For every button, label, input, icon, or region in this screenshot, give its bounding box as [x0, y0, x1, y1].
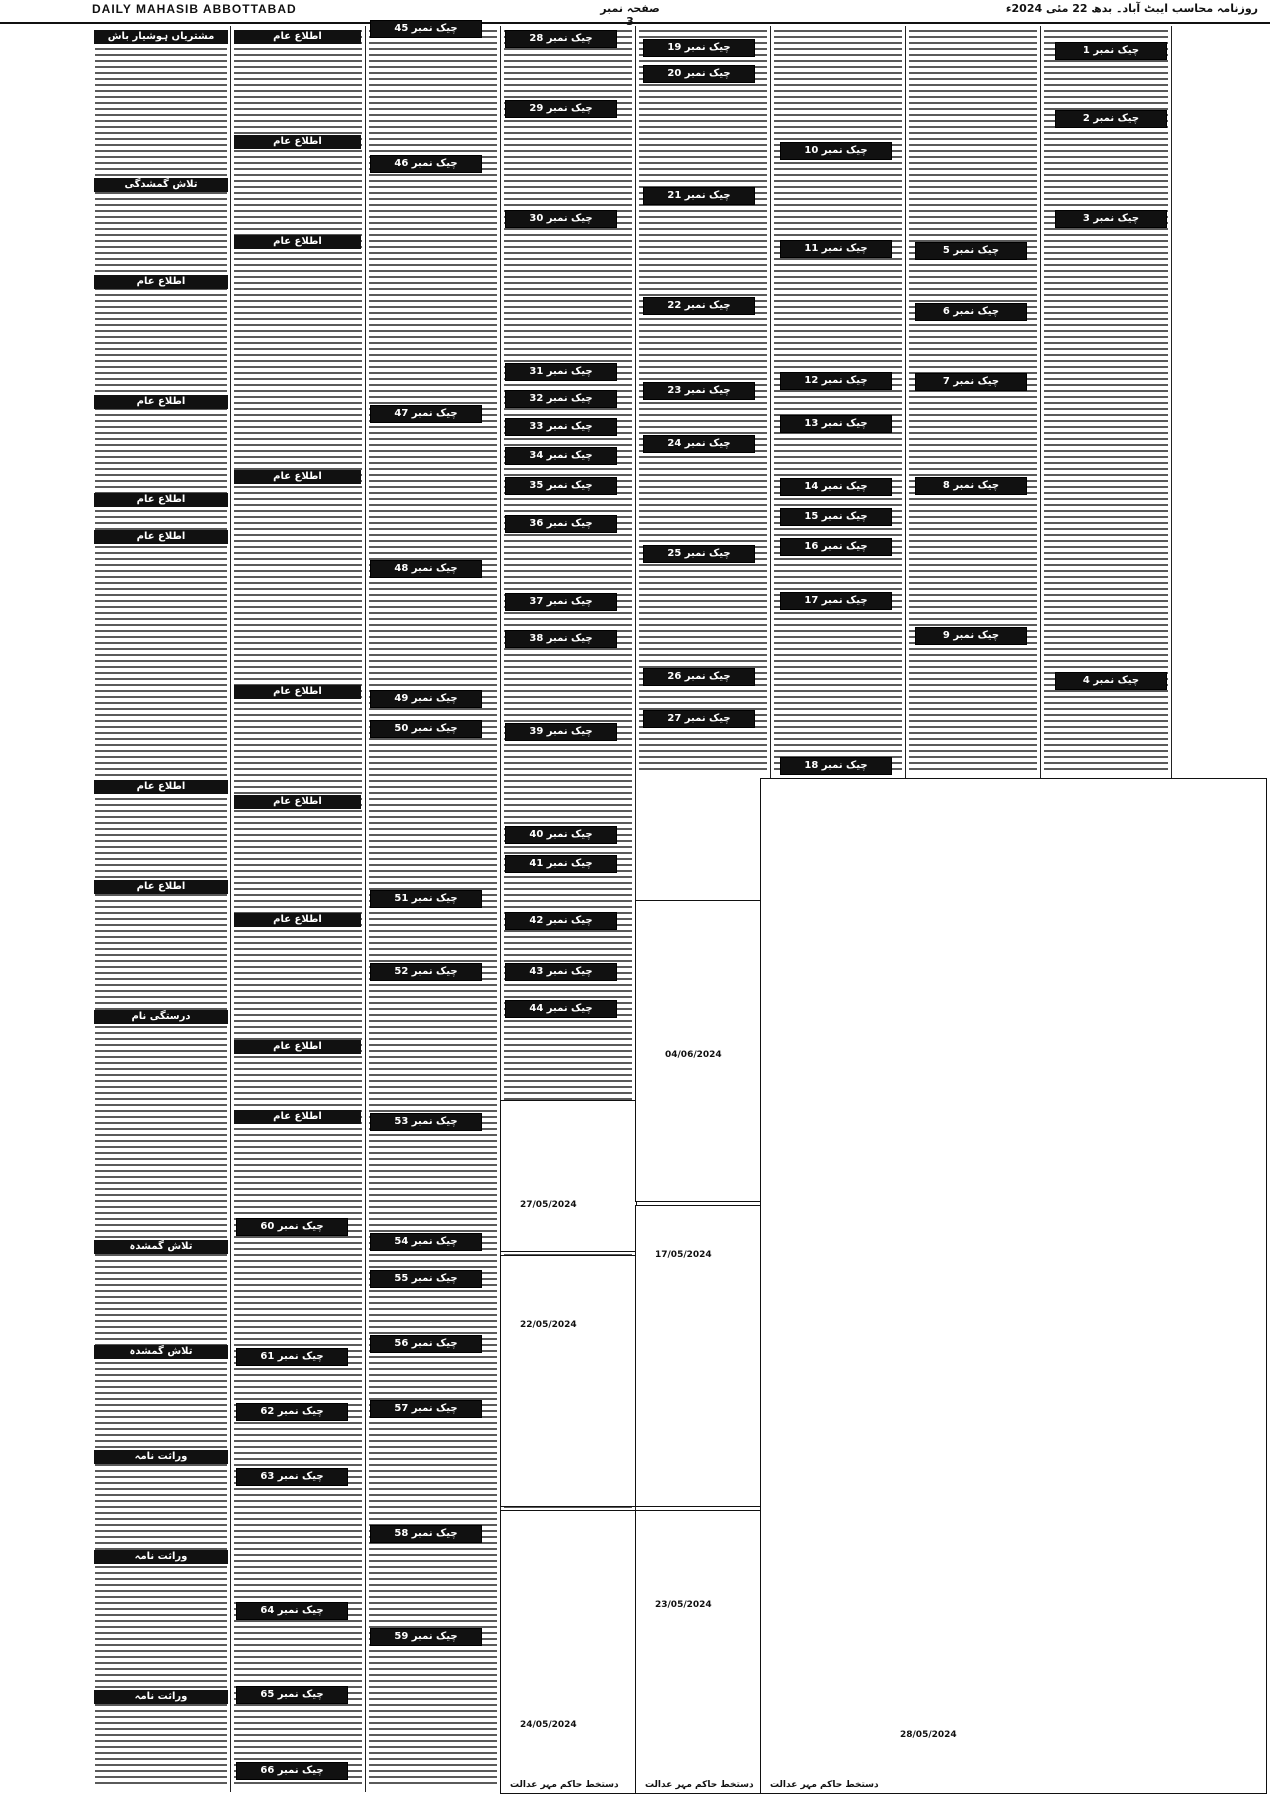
notice-number-30: چیک نمبر 30	[505, 210, 617, 228]
notice-number-10: چیک نمبر 10	[780, 142, 892, 160]
text-block-col5	[639, 30, 767, 770]
signature-line: دستخط حاکم مہر عدالت	[770, 1780, 879, 1790]
notice-number-63: چیک نمبر 63	[236, 1468, 348, 1486]
notice-number-41: چیک نمبر 41	[505, 855, 617, 873]
notice-header: اطلاع عام	[234, 235, 361, 249]
text-block-col6	[774, 30, 902, 770]
notice-number-14: چیک نمبر 14	[780, 478, 892, 496]
notice-number-27: چیک نمبر 27	[643, 710, 755, 728]
signature-line: دستخط حاکم مہر عدالت	[645, 1780, 754, 1790]
notice-header: اطلاع عام	[234, 913, 361, 927]
court-notice-box	[635, 1510, 772, 1794]
notice-number-47: چیک نمبر 47	[370, 405, 482, 423]
date-text: 04/06/2024	[665, 1050, 722, 1060]
notice-header: اطلاع عام	[94, 780, 228, 794]
notice-number-57: چیک نمبر 57	[370, 1400, 482, 1418]
notice-header: اطلاع عام	[234, 1110, 361, 1124]
notice-header: اطلاع عام	[234, 685, 361, 699]
notice-number-54: چیک نمبر 54	[370, 1233, 482, 1251]
court-notice-frame	[760, 778, 1267, 1794]
text-block-col7	[909, 30, 1037, 770]
notice-number-13: چیک نمبر 13	[780, 415, 892, 433]
notice-number-59: چیک نمبر 59	[370, 1628, 482, 1646]
notice-header: اطلاع عام	[234, 470, 361, 484]
notice-header: اطلاع عام	[234, 1040, 361, 1054]
notice-number-28: چیک نمبر 28	[505, 30, 617, 48]
date-text: 17/05/2024	[655, 1250, 712, 1260]
notice-number-56: چیک نمبر 56	[370, 1335, 482, 1353]
notice-header: وراثت نامہ	[94, 1690, 228, 1704]
notice-number-40: چیک نمبر 40	[505, 826, 617, 844]
text-block-col1	[95, 30, 227, 1785]
notice-number-32: چیک نمبر 32	[505, 390, 617, 408]
notice-number-24: چیک نمبر 24	[643, 435, 755, 453]
masthead	[0, 0, 1270, 28]
notice-number-9: چیک نمبر 9	[915, 627, 1027, 645]
notice-header: اطلاع عام	[234, 135, 361, 149]
notice-number-43: چیک نمبر 43	[505, 963, 617, 981]
text-block-col2	[234, 30, 362, 1785]
notice-number-53: چیک نمبر 53	[370, 1113, 482, 1131]
notice-header: درستگی نام	[94, 1010, 228, 1024]
notice-number-34: چیک نمبر 34	[505, 447, 617, 465]
notice-header: اطلاع عام	[234, 30, 361, 44]
notice-header: وراثت نامہ	[94, 1450, 228, 1464]
notice-number-35: چیک نمبر 35	[505, 477, 617, 495]
notice-number-60: چیک نمبر 60	[236, 1218, 348, 1236]
notice-number-42: چیک نمبر 42	[505, 912, 617, 930]
notice-number-20: چیک نمبر 20	[643, 65, 755, 83]
notice-header: اطلاع عام	[94, 395, 228, 409]
notice-header: وراثت نامہ	[94, 1550, 228, 1564]
notice-number-62: چیک نمبر 62	[236, 1403, 348, 1421]
notice-number-38: چیک نمبر 38	[505, 630, 617, 648]
masthead-date-urdu: روزنامہ محاسب ایبٹ آباد۔ بدھ 22 مئی 2024ء	[1005, 2, 1258, 15]
masthead-title-english: DAILY MAHASIB ABBOTTABAD	[92, 2, 297, 16]
notice-number-46: چیک نمبر 46	[370, 155, 482, 173]
notice-number-15: چیک نمبر 15	[780, 508, 892, 526]
notice-number-23: چیک نمبر 23	[643, 382, 755, 400]
notice-number-37: چیک نمبر 37	[505, 593, 617, 611]
notice-number-66: چیک نمبر 66	[236, 1762, 348, 1780]
notice-number-26: چیک نمبر 26	[643, 668, 755, 686]
notice-number-55: چیک نمبر 55	[370, 1270, 482, 1288]
notice-header: تلاش گمشدہ	[94, 1345, 228, 1359]
notice-header: اطلاع عام	[94, 530, 228, 544]
notice-number-5: چیک نمبر 5	[915, 242, 1027, 260]
date-text: 27/05/2024	[520, 1200, 577, 1210]
notice-number-29: چیک نمبر 29	[505, 100, 617, 118]
notice-number-65: چیک نمبر 65	[236, 1686, 348, 1704]
notice-number-22: چیک نمبر 22	[643, 297, 755, 315]
notice-number-64: چیک نمبر 64	[236, 1602, 348, 1620]
notice-number-19: چیک نمبر 19	[643, 39, 755, 57]
notice-number-51: چیک نمبر 51	[370, 890, 482, 908]
date-text: 23/05/2024	[655, 1600, 712, 1610]
notice-number-18: چیک نمبر 18	[780, 757, 892, 775]
notice-number-12: چیک نمبر 12	[780, 372, 892, 390]
notice-number-33: چیک نمبر 33	[505, 418, 617, 436]
notice-number-52: چیک نمبر 52	[370, 963, 482, 981]
notice-number-17: چیک نمبر 17	[780, 592, 892, 610]
notice-number-7: چیک نمبر 7	[915, 373, 1027, 391]
court-notice-box	[500, 1255, 637, 1507]
notice-number-1: چیک نمبر 1	[1055, 42, 1167, 60]
notice-header: اطلاع عام	[94, 880, 228, 894]
notice-number-31: چیک نمبر 31	[505, 363, 617, 381]
date-text: 28/05/2024	[900, 1730, 957, 1740]
date-text: 22/05/2024	[520, 1320, 577, 1330]
signature-line: دستخط حاکم مہر عدالت	[510, 1780, 619, 1790]
notice-number-36: چیک نمبر 36	[505, 515, 617, 533]
page-number: صفحہ نمبر 3	[600, 2, 660, 28]
date-text: 24/05/2024	[520, 1720, 577, 1730]
notice-header: مشتریاں ہوشیار باش	[94, 30, 228, 44]
notice-number-4: چیک نمبر 4	[1055, 672, 1167, 690]
notice-number-8: چیک نمبر 8	[915, 477, 1027, 495]
notice-number-11: چیک نمبر 11	[780, 240, 892, 258]
notice-header: تلاش گمشدگی	[94, 178, 228, 192]
notice-number-2: چیک نمبر 2	[1055, 110, 1167, 128]
notice-number-50: چیک نمبر 50	[370, 720, 482, 738]
notice-number-25: چیک نمبر 25	[643, 545, 755, 563]
notice-number-21: چیک نمبر 21	[643, 187, 755, 205]
notice-number-3: چیک نمبر 3	[1055, 210, 1167, 228]
notice-number-61: چیک نمبر 61	[236, 1348, 348, 1366]
notice-number-44: چیک نمبر 44	[505, 1000, 617, 1018]
notice-header: اطلاع عام	[94, 275, 228, 289]
notice-header: اطلاع عام	[234, 795, 361, 809]
text-block-col8	[1044, 30, 1168, 770]
notice-number-58: چیک نمبر 58	[370, 1525, 482, 1543]
notice-number-48: چیک نمبر 48	[370, 560, 482, 578]
court-notice-box	[500, 1510, 637, 1794]
court-notice-box	[500, 1100, 637, 1252]
notice-number-39: چیک نمبر 39	[505, 723, 617, 741]
notice-number-49: چیک نمبر 49	[370, 690, 482, 708]
notice-number-6: چیک نمبر 6	[915, 303, 1027, 321]
notice-number-45: چیک نمبر 45	[370, 20, 482, 38]
notice-number-16: چیک نمبر 16	[780, 538, 892, 556]
notice-header: تلاش گمشدہ	[94, 1240, 228, 1254]
notice-header: اطلاع عام	[94, 493, 228, 507]
